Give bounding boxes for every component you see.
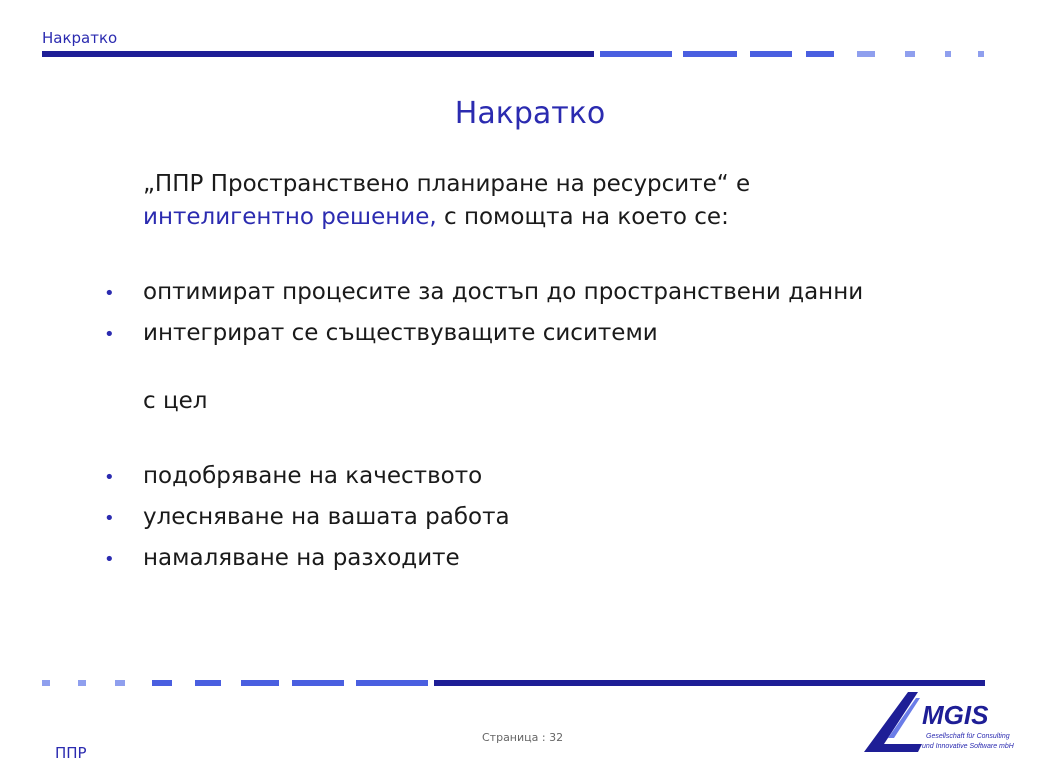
top-segment — [978, 51, 984, 57]
intro-rest: с помощта на което се: — [436, 204, 729, 230]
bottom-segment — [78, 680, 86, 686]
top-segment — [905, 51, 915, 57]
bottom-rule — [434, 680, 985, 686]
top-segment — [857, 51, 875, 57]
footer-label: ППР — [55, 744, 87, 762]
list-item: оптимират процесите за достъп до пространствени данни — [143, 279, 864, 305]
bullet-icon: • — [104, 324, 115, 345]
bullet-icon: • — [104, 283, 115, 304]
intro-text — [143, 168, 750, 234]
bullet-icon: • — [104, 467, 115, 488]
bullet-icon: • — [104, 549, 115, 570]
list-item: улесняване на вашата работа — [143, 504, 510, 530]
intro-line-1: „ППР Пространствено планиране на ресурсите“ е — [143, 171, 751, 197]
list-item: намаляване на разходите — [143, 545, 460, 571]
top-segment — [683, 51, 737, 57]
top-segment — [600, 51, 672, 57]
list-item: интегрират се съществуващите сиситеми — [143, 320, 658, 346]
bullet-icon: • — [104, 508, 115, 529]
bottom-segment — [115, 680, 125, 686]
bottom-segment — [42, 680, 50, 686]
intro-line-2 — [143, 201, 750, 234]
intro-highlight: интелигентно решение, — [143, 204, 437, 230]
header-title: Накратко — [42, 29, 118, 47]
top-segment — [750, 51, 792, 57]
top-rule — [42, 51, 594, 57]
slide-title: Накратко — [454, 96, 606, 131]
bottom-segment — [195, 680, 221, 686]
logo-text: MGIS — [922, 700, 989, 730]
bottom-segment — [356, 680, 428, 686]
bottom-segment — [152, 680, 172, 686]
bottom-segment — [241, 680, 279, 686]
top-segment — [945, 51, 951, 57]
top-segment — [806, 51, 834, 57]
logo-tagline-1: Gesellschaft für Consulting — [926, 733, 1010, 740]
page-number: Страница : 32 — [482, 731, 564, 744]
company-logo — [862, 688, 1014, 754]
logo-swoosh — [864, 692, 922, 752]
paragraph: с цел — [143, 388, 208, 414]
logo-tagline-2: und Innovative Software mbH — [922, 743, 1014, 750]
bottom-segment — [292, 680, 344, 686]
list-item: подобряване на качеството — [143, 463, 483, 489]
